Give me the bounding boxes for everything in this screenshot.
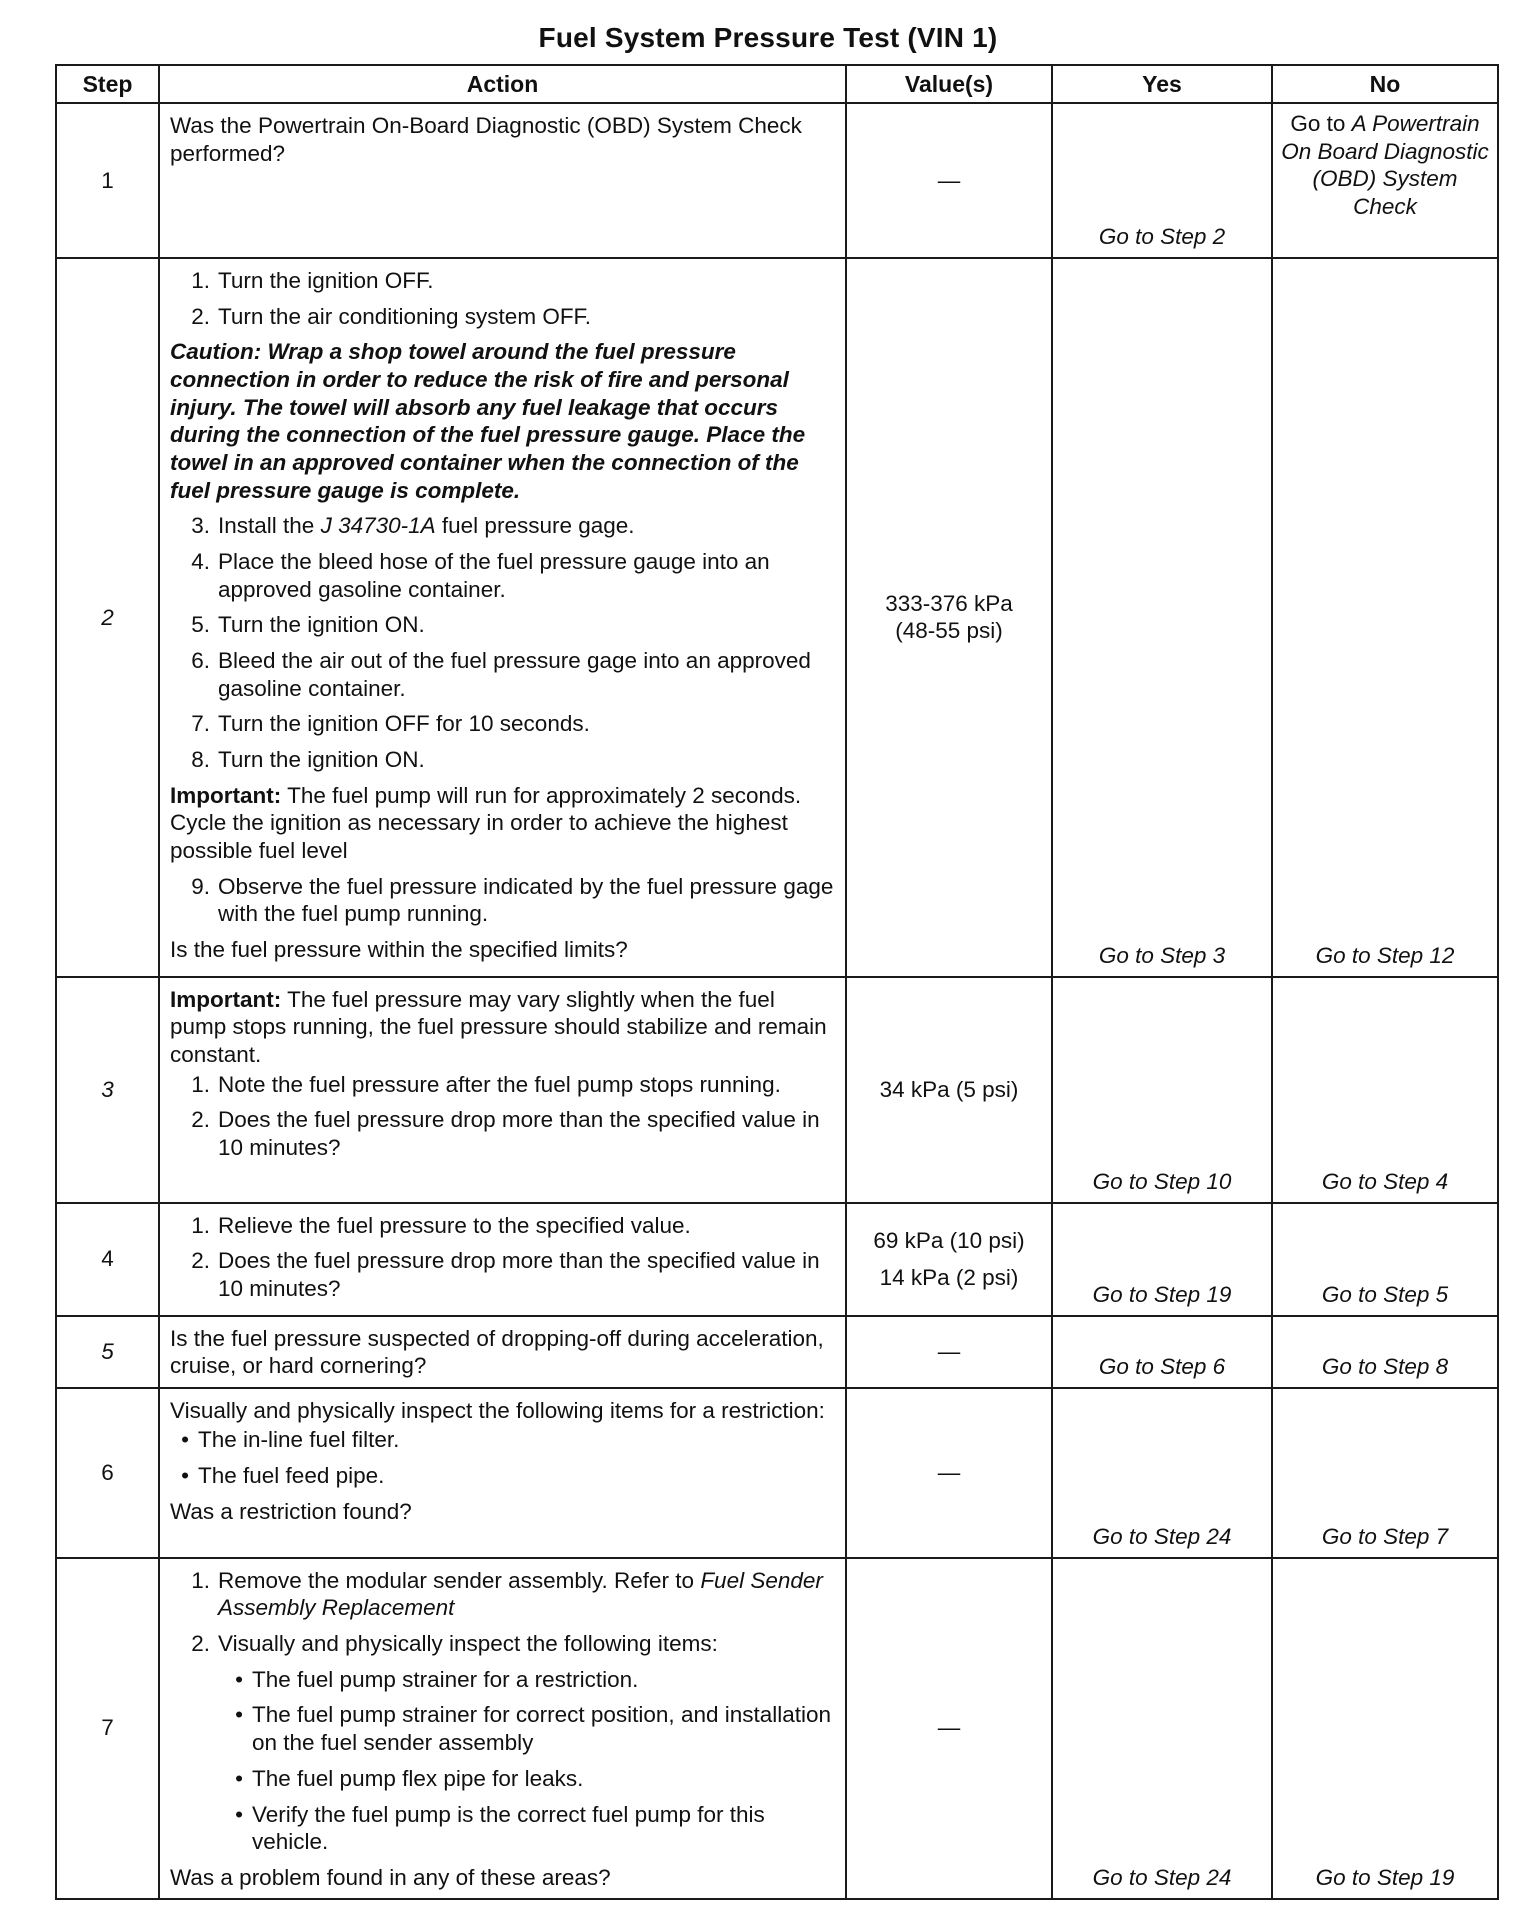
header-no: No bbox=[1272, 65, 1498, 103]
action-question: Was the Powertrain On-Board Diagnostic (OBD) System Check performed? bbox=[170, 113, 802, 166]
list-item: 2. Turn the air conditioning system OFF. bbox=[191, 303, 592, 329]
step-number: 5 bbox=[56, 1316, 159, 1388]
action-cell bbox=[159, 1558, 846, 1899]
table-row bbox=[56, 258, 1498, 977]
yes-cell: Go to Step 19 bbox=[1052, 1203, 1272, 1316]
table-row bbox=[56, 1203, 1498, 1316]
value-text: 34 kPa (5 psi) bbox=[879, 1076, 1019, 1102]
value-cell bbox=[846, 1388, 1052, 1558]
no-cell: Go to Step 4 bbox=[1272, 977, 1498, 1203]
no-cell: Go to Step 12 bbox=[1272, 258, 1498, 977]
step-number: 6 bbox=[56, 1388, 159, 1558]
caution-text: Caution: Wrap a shop towel around the fuel pressure connection in order to reduce the risk of fire and personal injury. The towel will absorb any fuel leakage that occurs during the connection of the fuel pressure gauge. Place the towel in an approved container when the connection of the fuel pressure gauge is complete. bbox=[170, 339, 806, 503]
value-text: — bbox=[937, 1338, 961, 1364]
procedure-reference: Fuel Sender Assembly Replacement bbox=[218, 1567, 823, 1621]
list-item: 2. Does the fuel pressure drop more than the specified value in 10 minutes? bbox=[191, 1107, 820, 1161]
table-row bbox=[56, 977, 1498, 1203]
header-step: Step bbox=[56, 65, 159, 103]
list-item: 2. Visually and physically inspect the following items: bbox=[191, 1631, 718, 1657]
list-item: 7. Turn the ignition OFF for 10 seconds. bbox=[191, 711, 590, 737]
no-cell bbox=[1272, 103, 1498, 258]
yes-cell: Go to Step 24 bbox=[1052, 1388, 1272, 1558]
header-action: Action bbox=[159, 65, 846, 103]
step-number: 4 bbox=[56, 1203, 159, 1316]
action-question: Was a restriction found? bbox=[170, 1498, 412, 1524]
value-cell bbox=[846, 1558, 1052, 1899]
action-cell bbox=[159, 1203, 846, 1316]
action-question: Was a problem found in any of these areas? bbox=[170, 1864, 611, 1890]
value-text: (48-55 psi) bbox=[895, 618, 1003, 644]
yes-cell: Go to Step 2 bbox=[1052, 103, 1272, 258]
table-row bbox=[56, 1558, 1498, 1899]
value-cell bbox=[846, 103, 1052, 258]
value-text: — bbox=[937, 167, 961, 193]
bullet-icon: • bbox=[235, 1666, 243, 1692]
no-cell: Go to Step 5 bbox=[1272, 1203, 1498, 1316]
action-question: Is the fuel pressure within the specified limits? bbox=[170, 937, 628, 963]
list-item: 4. Place the bleed hose of the fuel pressure gauge into an approved gasoline container. bbox=[191, 549, 770, 602]
list-item: 8. Turn the ignition ON. bbox=[191, 747, 425, 773]
table-row bbox=[56, 103, 1498, 258]
header-row bbox=[56, 65, 1498, 103]
no-cell: Go to Step 19 bbox=[1272, 1558, 1498, 1899]
important-note: Important: The fuel pump will run for approximately 2 seconds. Cycle the ignition as necessary in order to achieve the highest possible fuel level bbox=[170, 782, 802, 864]
value-cell bbox=[846, 1316, 1052, 1388]
value-text: 69 kPa (10 psi) bbox=[873, 1227, 1025, 1253]
action-question: Is the fuel pressure suspected of dropping-off during acceleration, cruise, or hard cornering? bbox=[170, 1325, 824, 1379]
bullet-icon: • bbox=[235, 1765, 243, 1791]
list-item: 6. Bleed the air out of the fuel pressure gage into an approved gasoline container. bbox=[191, 648, 811, 701]
yes-cell: Go to Step 24 bbox=[1052, 1558, 1272, 1899]
tool-reference: J 34730-1A bbox=[320, 513, 436, 539]
yes-cell: Go to Step 6 bbox=[1052, 1316, 1272, 1388]
header-values: Value(s) bbox=[846, 65, 1052, 103]
bullet-icon: • bbox=[235, 1801, 243, 1827]
action-cell bbox=[159, 1316, 846, 1388]
list-item: 9. Observe the fuel pressure indicated by the fuel pressure gage with the fuel pump running. bbox=[191, 873, 834, 927]
value-text: 333-376 kPa bbox=[885, 590, 1013, 616]
action-cell bbox=[159, 1388, 846, 1558]
list-item: • The in-line fuel filter. bbox=[170, 1426, 835, 1454]
bullet-icon: • bbox=[181, 1427, 189, 1453]
value-cell bbox=[846, 1203, 1052, 1316]
value-text: — bbox=[937, 1459, 961, 1485]
list-item: 1. Relieve the fuel pressure to the specified value. bbox=[191, 1212, 691, 1238]
yes-cell: Go to Step 10 bbox=[1052, 977, 1272, 1203]
important-note: Important: The fuel pressure may vary slightly when the fuel pump stops running, the fuel pressure should stabilize and remain constant. bbox=[170, 986, 827, 1068]
action-cell bbox=[159, 258, 846, 977]
step-number: 7 bbox=[56, 1558, 159, 1899]
value-text: — bbox=[937, 1715, 961, 1741]
list-item: • The fuel feed pipe. bbox=[170, 1462, 835, 1490]
list-item: • The fuel pump strainer for a restriction. bbox=[170, 1666, 835, 1694]
action-cell bbox=[159, 103, 846, 258]
page-title: Fuel System Pressure Test (VIN 1) bbox=[538, 22, 998, 53]
no-prefix: Go to bbox=[1290, 111, 1352, 136]
step-number: 1 bbox=[56, 103, 159, 258]
step-number: 3 bbox=[56, 977, 159, 1203]
table-row bbox=[56, 1388, 1498, 1558]
no-cell: Go to Step 8 bbox=[1272, 1316, 1498, 1388]
list-item: 1. Note the fuel pressure after the fuel pump stops running. bbox=[191, 1071, 781, 1097]
bullet-icon: • bbox=[181, 1463, 189, 1489]
yes-cell: Go to Step 3 bbox=[1052, 258, 1272, 977]
diagnostic-table bbox=[55, 64, 1499, 1900]
list-item: • The fuel pump strainer for correct position, and installation on the fuel sender assembly bbox=[170, 1701, 835, 1756]
no-cell: Go to Step 7 bbox=[1272, 1388, 1498, 1558]
no-reference: A Powertrain On Board Diagnostic (OBD) System Check bbox=[1281, 111, 1489, 220]
header-yes: Yes bbox=[1052, 65, 1272, 103]
list-item: • The fuel pump flex pipe for leaks. bbox=[170, 1765, 835, 1793]
list-item: 3. Install the J 34730-1A fuel pressure gage. bbox=[191, 513, 635, 539]
list-item: 1. Turn the ignition OFF. bbox=[191, 268, 434, 293]
list-item: 1. Remove the modular sender assembly. Refer to Fuel Sender Assembly Replacement bbox=[191, 1567, 823, 1621]
bullet-icon: • bbox=[235, 1702, 243, 1728]
action-cell bbox=[159, 977, 846, 1203]
table-row bbox=[56, 1316, 1498, 1388]
list-item: • Verify the fuel pump is the correct fuel pump for this vehicle. bbox=[170, 1801, 835, 1856]
value-text: 14 kPa (2 psi) bbox=[879, 1265, 1019, 1291]
step-number: 2 bbox=[56, 258, 159, 977]
list-item: 2. Does the fuel pressure drop more than the specified value in 10 minutes? bbox=[191, 1248, 820, 1302]
value-cell bbox=[846, 258, 1052, 977]
value-cell bbox=[846, 977, 1052, 1203]
action-intro: Visually and physically inspect the following items for a restriction: bbox=[170, 1397, 825, 1423]
list-item: 5. Turn the ignition ON. bbox=[191, 612, 425, 638]
